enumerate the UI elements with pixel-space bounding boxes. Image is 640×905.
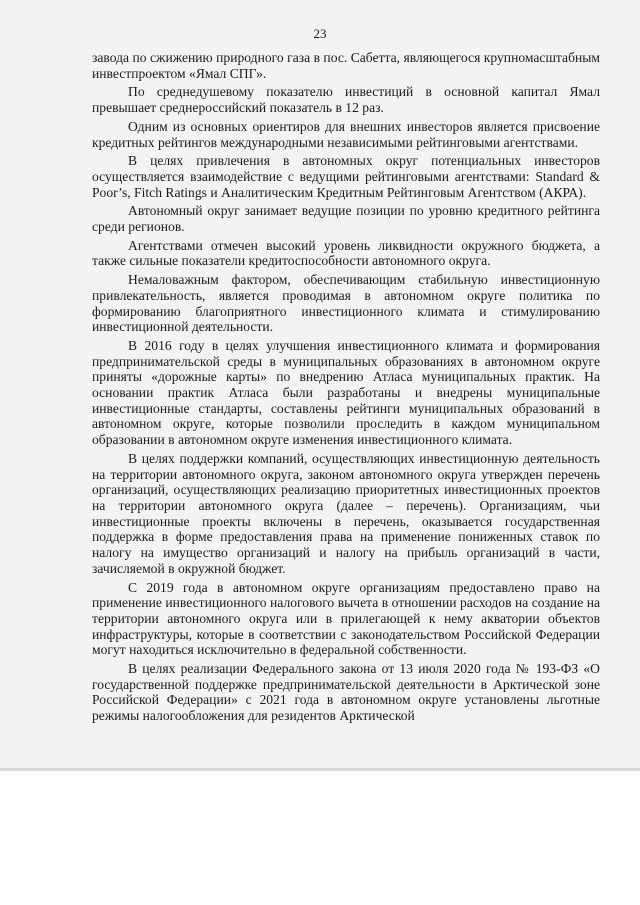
paragraph-1: завода по сжижению природного газа в пос. Сабетта, являющегося крупномасштабным инвестпроектом «Ямал СПГ». bbox=[92, 50, 600, 81]
paragraph-3: Одним из основных ориентиров для внешних инвесторов является присвоение кредитных рейтингов международными независимыми рейтинговыми агентствами. bbox=[92, 118, 600, 150]
paragraph-11: В целях реализации Федерального закона от 13 июля 2020 года № 193-ФЗ «О государственной поддержке предпринимательской деятельности в Арктической зоне Российской Федерации» с 2021 года в автономном округе установлены льготные режимы налогообложения для резидентов Арктической bbox=[92, 661, 600, 724]
paragraph-4: В целях привлечения в автономных округ потенциальных инвесторов осуществляется взаимодействие с ведущими рейтинговыми агентствами: Standard & Poor’s, Fitch Ratings и Аналитическим Кредитным Рейтинговым Агентством (АКРА). bbox=[92, 153, 600, 200]
scan-bottom-edge bbox=[0, 768, 640, 771]
paragraph-7: Немаловажным фактором, обеспечивающим стабильную инвестиционную привлекательность, является проводимая в автономном округе политика по формированию благоприятного инвестиционного климата и стимулированию инвестиционной деятельности. bbox=[92, 272, 600, 335]
page-number: 23 bbox=[313, 26, 327, 41]
paragraph-9: В целях поддержки компаний, осуществляющих инвестиционную деятельность на территории автономного округа, законом автономного округа утвержден перечень организаций, осуществляющих реализацию приоритетных инвестиционных проектов на территории автономного округа (далее – перечень). Организациям, чьи инвестиционные проекты включены в перечень, оказывается государственная поддержка в форме предоставления права на применение пониженных ставок по налогу на имущество организаций и налогу на прибыль организаций в части, зачисляемой в окружной бюджет. bbox=[92, 450, 600, 576]
paragraph-10: С 2019 года в автономном округе организациям предоставлено право на применение инвестиционного налогового вычета в отношении расходов на создание на территории автономного округа или в прилегающей к нему акватории объектов инфраструктуры, которые в соответствии с законодательством Российской Федерации могут находиться исключительно в федеральной собственности. bbox=[92, 579, 600, 658]
paragraph-5: Автономный округ занимает ведущие позиции по уровню кредитного рейтинга среди регионов. bbox=[92, 203, 600, 235]
paragraph-6: Агентствами отмечен высокий уровень ликвидности окружного бюджета, а также сильные показатели кредитоспособности автономного округа. bbox=[92, 237, 600, 269]
paragraph-2: По среднедушевому показателю инвестиций в основной капитал Ямал превышает среднероссийский показатель в 12 раз. bbox=[92, 84, 600, 116]
document-body bbox=[92, 50, 600, 727]
paragraph-8: В 2016 году в целях улучшения инвестиционного климата и формирования предпринимательской среды в муниципальных образованиях в автономном округе приняты «дорожные карты» по внедрению Атласа муниципальных практик. На основании практик Атласа были разработаны и внедрены муниципальные инвестиционные стандарты, составлены рейтинги муниципальных образований в автономном округе, которые позволили проследить в каждом муниципальном образовании в автономном округе изменения инвестиционного климата. bbox=[92, 337, 600, 448]
